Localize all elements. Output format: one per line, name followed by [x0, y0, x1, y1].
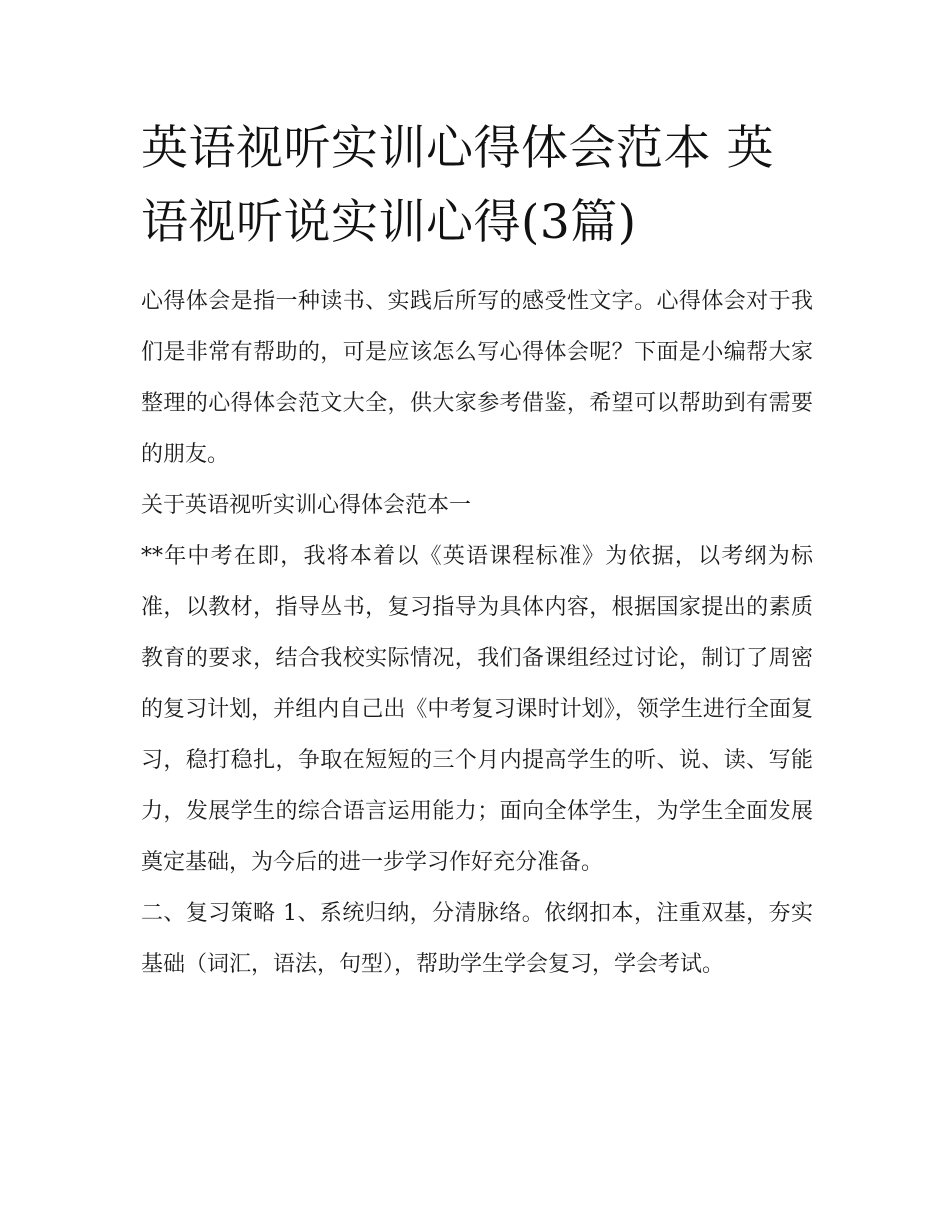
section-heading: 关于英语视听实训心得体会范本一: [141, 493, 472, 518]
document-page: [141, 112, 813, 990]
document-title: 英语视听实训心得体会范本 英语视听说实训心得(3篇): [141, 121, 774, 250]
body-paragraph-2: 二、复习策略 1、系统归纳，分清脉络。依纲扣本，注重双基，夯实基础（词汇，语法，句型），帮助学生学会复习，学会考试。: [141, 901, 813, 977]
body-paragraph-1: **年中考在即，我将本着以《英语课程标准》为依据，以考纲为标准，以教材，指导丛书，复习指导为具体内容，根据国家提出的素质教育的要求，结合我校实际情况，我们备课组经过讨论，制订了周密的复习计划，并组内自己出《中考复习课时计划》，领学生进行全面复习，稳打稳扎，争取在短短的三个月内提高学生的听、说、读、写能力，发展学生的综合语言运用能力；面向全体学生，为学生全面发展奠定基础，为今后的进一步学习作好充分准备。: [141, 544, 813, 875]
intro-paragraph: 心得体会是指一种读书、实践后所写的感受性文字。心得体会对于我们是非常有帮助的，可是应该怎么写心得体会呢？下面是小编帮大家整理的心得体会范文大全，供大家参考借鉴，希望可以帮助到有需要的朋友。: [141, 289, 813, 467]
document-body: [141, 276, 813, 990]
